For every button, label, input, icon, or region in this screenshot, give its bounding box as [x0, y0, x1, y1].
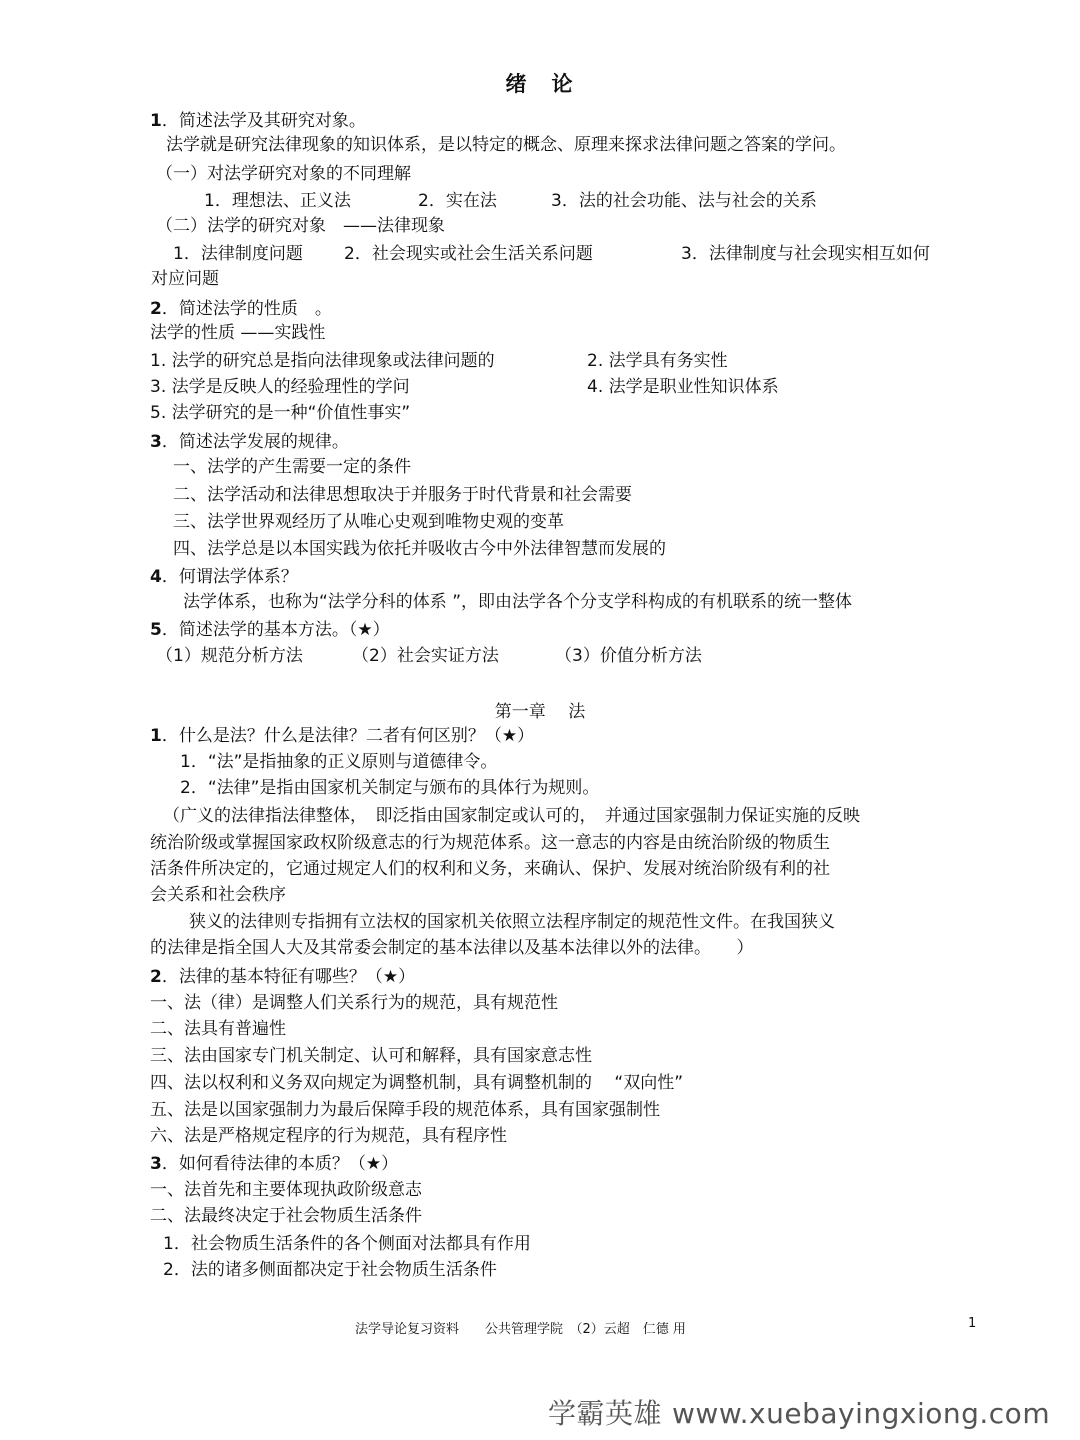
subheading: （二）法学的研究对象 ——法律现象 — [156, 216, 445, 236]
list-item: 4. 法学是职业性知识体系 — [587, 377, 779, 397]
paragraph-line: （广义的法律指法律整体， 即泛指由国家制定或认可的， 并通过国家强制力保证实施的反映 — [163, 806, 860, 826]
list-item: 五、法是以国家强制力为最后保障手段的规范体系，具有国家强制性 — [150, 1100, 660, 1120]
list-item: 3. 法学是反映人的经验理性的学问 — [150, 377, 410, 397]
question-text: ．什么是法？什么是法律？二者有何区别？（★） — [161, 726, 535, 746]
list-item: 四、法以权利和义务双向规定为调整机制，具有调整机制的 “双向性” — [150, 1073, 684, 1093]
list-item: （1）规范分析方法 — [156, 646, 303, 666]
watermark-brand: 学霸英雄 — [548, 1397, 663, 1430]
list-item: 3．法的社会功能、法与社会的关系 — [551, 191, 817, 211]
list-item: 四、法学总是以本国实践为依托并吸收古今中外法律智慧而发展的 — [173, 539, 666, 559]
list-item: 5. 法学研究的是一种“价值性事实” — [150, 403, 411, 423]
question-text: ．简述法学发展的规律。 — [161, 432, 349, 452]
question-text: ．简述法学的基本方法。（★） — [161, 620, 390, 640]
question-4-heading — [150, 566, 298, 588]
question-number: 3 — [150, 1154, 162, 1174]
intro-title: 绪 论 — [505, 72, 575, 96]
question-text: ．简述法学及其研究对象。 — [161, 111, 366, 131]
list-item: 1．社会物质生活条件的各个侧面对法都具有作用 — [163, 1234, 531, 1254]
list-item: 二、法具有普遍性 — [150, 1019, 286, 1039]
list-item: 三、法由国家专门机关制定、认可和解释，具有国家意志性 — [150, 1046, 592, 1066]
list-item: 二、法最终决定于社会物质生活条件 — [150, 1206, 422, 1226]
list-item: 1. 法学的研究总是指向法律现象或法律问题的 — [150, 351, 495, 371]
list-item: 2．法的诸多侧面都决定于社会物质生活条件 — [163, 1260, 497, 1280]
list-item: 1．“法”是指抽象的正义原则与道德律令。 — [180, 752, 498, 772]
list-item: 2．社会现实或社会生活关系问题 — [344, 244, 593, 264]
question-number: 1 — [150, 111, 162, 131]
list-item-continued: 对应问题 — [151, 269, 219, 289]
list-item: 六、法是严格规定程序的行为规范，具有程序性 — [150, 1126, 507, 1146]
paragraph-line: 活条件所决定的，它通过规定人们的权利和义务，来确认、保护、发展对统治阶级有利的社 — [150, 859, 830, 879]
list-item: 三、法学世界观经历了从唯心史观到唯物史观的变革 — [173, 512, 564, 532]
list-item: 2. 法学具有务实性 — [587, 351, 728, 371]
paragraph-line: 会关系和社会秩序 — [150, 885, 286, 905]
question-5-heading — [150, 619, 390, 641]
page-footer: 法学导论复习资料 公共管理学院 （2）云超 仁德 用 — [355, 1322, 686, 1337]
question-number: 2 — [150, 967, 162, 987]
question-text: ．如何看待法律的本质？（★） — [161, 1154, 399, 1174]
page-number: 1 — [968, 1316, 977, 1331]
answer-text: 法学就是研究法律现象的知识体系，是以特定的概念、原理来探求法律问题之答案的学问。 — [166, 135, 846, 155]
list-item: 1．理想法、正义法 — [204, 191, 351, 211]
question-number: 2 — [150, 299, 162, 319]
list-item: 2．“法律”是指由国家机关制定与颁布的具体行为规则。 — [180, 778, 600, 798]
list-item: 2．实在法 — [418, 191, 497, 211]
question-3-heading — [150, 431, 349, 453]
question-2-heading — [150, 966, 415, 988]
question-2-heading — [150, 298, 332, 320]
question-text: ．法律的基本特征有哪些？（★） — [161, 967, 416, 987]
list-item: 一、法（律）是调整人们关系行为的规范，具有规范性 — [150, 993, 558, 1013]
list-item: （3）价值分析方法 — [555, 646, 702, 666]
list-item: 3．法律制度与社会现实相互如何 — [681, 244, 930, 264]
answer-text: 法学体系，也称为“法学分科的体系 ”，即由法学各个分支学科构成的有机联系的统一整体 — [183, 592, 853, 612]
list-item: 一、法首先和主要体现执政阶级意志 — [150, 1180, 422, 1200]
question-number: 3 — [150, 432, 162, 452]
question-number: 5 — [150, 620, 162, 640]
list-item: （2）社会实证方法 — [352, 646, 499, 666]
watermark — [548, 1392, 1050, 1432]
subheading: （一）对法学研究对象的不同理解 — [156, 164, 411, 184]
question-number: 1 — [150, 726, 162, 746]
paragraph-line: 的法律是指全国人大及其常委会制定的基本法律以及基本法律以外的法律。 ） — [150, 938, 754, 958]
list-item: 一、法学的产生需要一定的条件 — [173, 457, 411, 477]
chapter-title: 第一章 法 — [494, 702, 586, 722]
paragraph-line: 统治阶级或掌握国家政权阶级意志的行为规范体系。这一意志的内容是由统治阶级的物质生 — [150, 833, 830, 853]
question-text: ．何谓法学体系？ — [161, 567, 298, 587]
list-item: 二、法学活动和法律思想取决于并服务于时代背景和社会需要 — [173, 485, 632, 505]
question-1-heading — [150, 110, 366, 132]
question-text: ．简述法学的性质 。 — [161, 299, 332, 319]
answer-text: 法学的性质 ——实践性 — [150, 323, 326, 343]
paragraph-line: 狭义的法律则专指拥有立法权的国家机关依照立法程序制定的规范性文件。在我国狭义 — [189, 912, 835, 932]
watermark-url: www.xuebayingxiong.com — [672, 1397, 1051, 1430]
question-1-heading — [150, 725, 534, 747]
question-number: 4 — [150, 567, 162, 587]
question-3-heading — [150, 1153, 398, 1175]
list-item: 1．法律制度问题 — [173, 244, 303, 264]
